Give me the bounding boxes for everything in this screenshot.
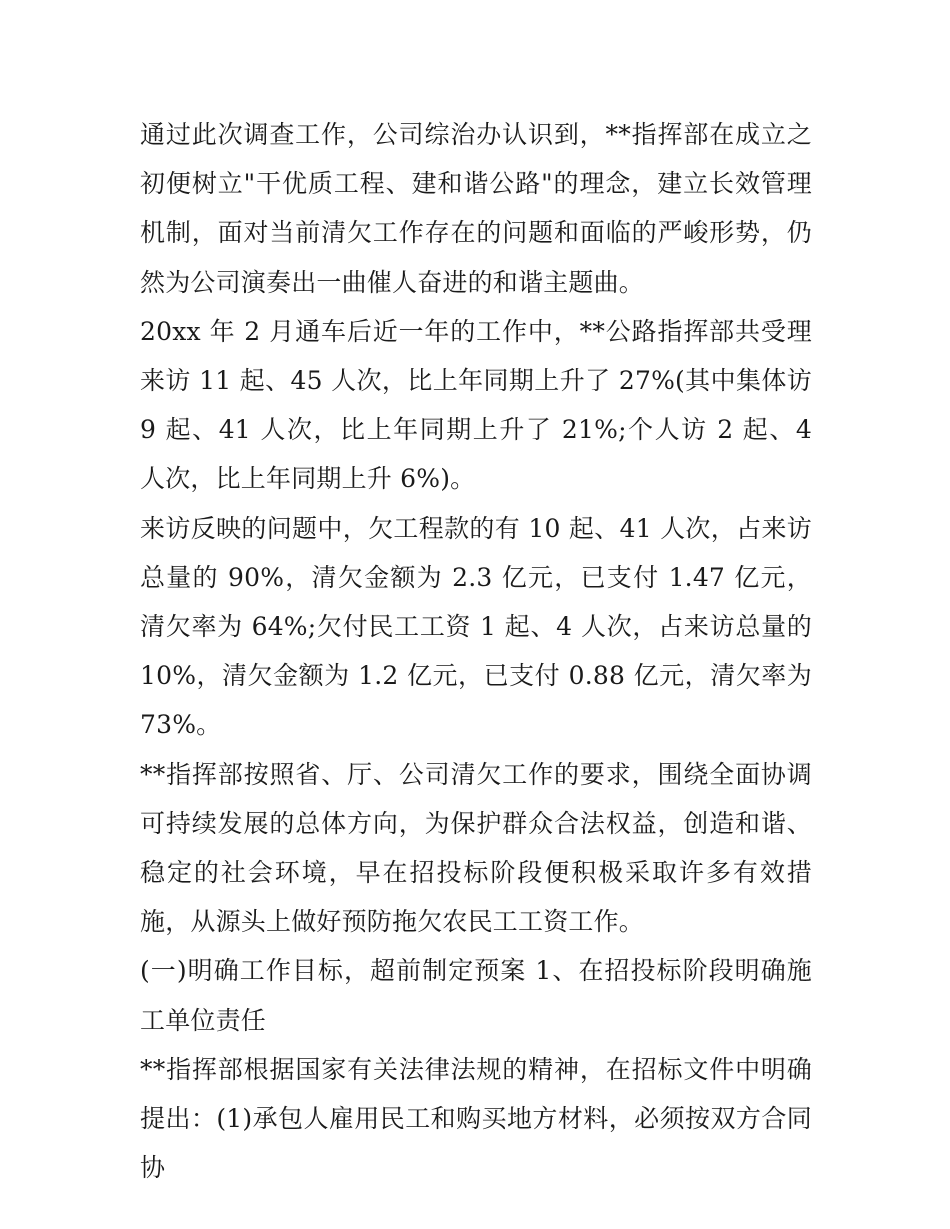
paragraph-tender-requirements: **指挥部根据国家有关法律法规的精神，在招标文件中明确提出：(1)承包人雇用民工和购买地方材料，必须按双方合同协 bbox=[140, 1054, 812, 1183]
paragraph-arrears-issues: 来访反映的问题中，欠工程款的有 10 起、41 人次，占来访总量的 90%，清欠金额为 2.3 亿元，已支付 1.47 亿元，清欠率为 64%;欠付民工工资 1 起、4 人次，占来访总量的 10%，清欠金额为 1.2 亿元，已支付 0.88 亿元，清欠率为 73%。 bbox=[140, 513, 812, 740]
document-body bbox=[140, 110, 812, 1192]
paragraph-investigation-summary: 通过此次调查工作，公司综治办认识到，**指挥部在成立之初便树立"干优质工程、建和谐公路"的理念，建立长效管理机制，面对当前清欠工作存在的问题和面临的严峻形势，仍然为公司演奏出一曲催人奋进的和谐主题曲。 bbox=[140, 120, 812, 297]
paragraph-section-heading: (一)明确工作目标，超前制定预案 1、在招投标阶段明确施工单位责任 bbox=[140, 956, 812, 1035]
paragraph-visit-statistics: 20xx 年 2 月通车后近一年的工作中，**公路指挥部共受理来访 11 起、45 人次，比上年同期上升了 27%(其中集体访 9 起、41 人次，比上年同期上升了 21%;个人访 2 起、4 人次，比上年同期上升 6%)。 bbox=[140, 316, 812, 494]
paragraph-headquarters-measures: **指挥部按照省、厅、公司清欠工作的要求，围绕全面协调可持续发展的总体方向，为保护群众合法权益，创造和谐、稳定的社会环境，早在招投标阶段便积极采取许多有效措施，从源头上做好预防拖欠农民工工资工作。 bbox=[140, 759, 812, 937]
